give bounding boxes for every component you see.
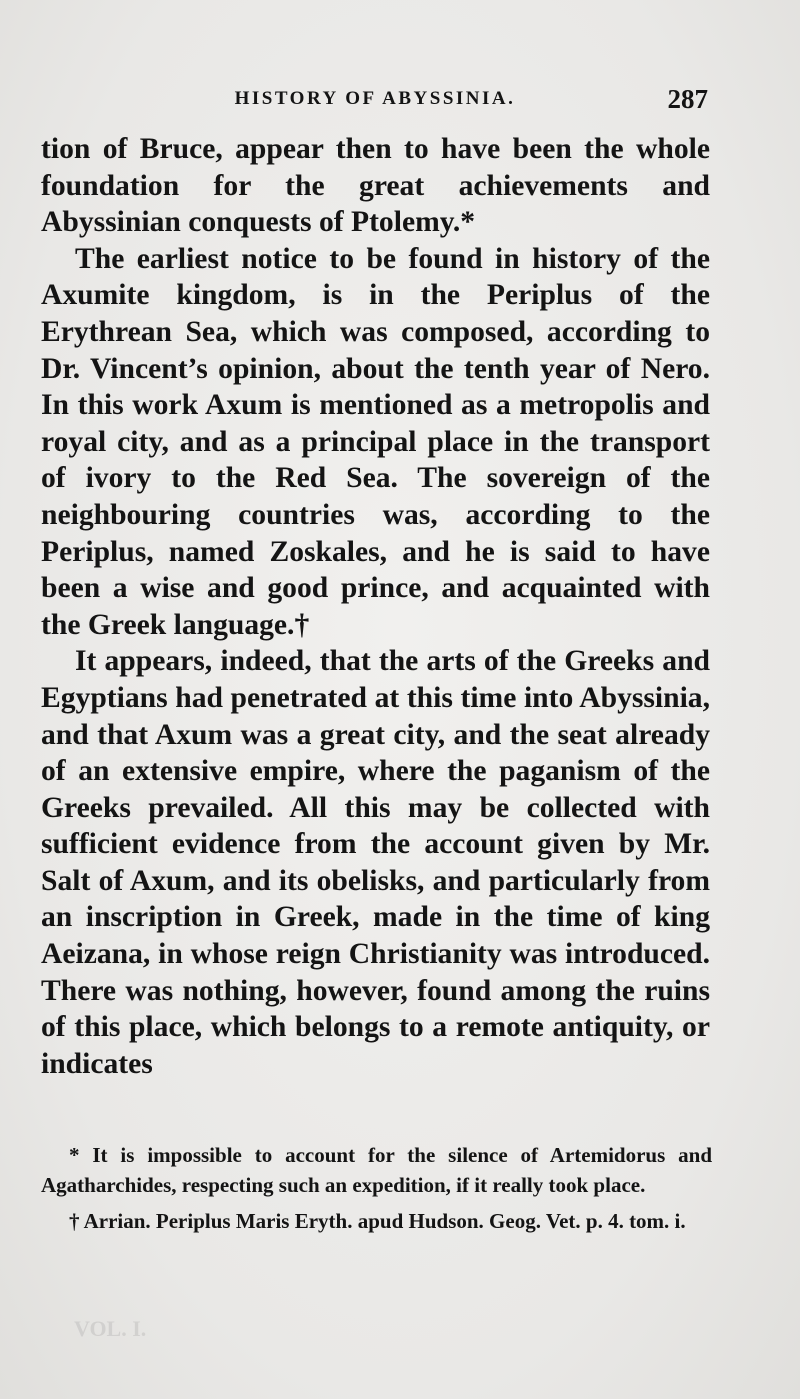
footnotes — [41, 1141, 712, 1237]
body-text — [41, 131, 710, 1082]
page-header — [40, 84, 710, 118]
footnote-asterisk: * It is impossible to account for the silence of Artemidorus and Agatharchides, respecting such an expedition, if it really took place. — [41, 1143, 712, 1197]
page-number: 287 — [667, 84, 708, 114]
paragraph-periplus: The earliest notice to be found in history of the Axumite kingdom, is in the Periplus of the Erythrean Sea, which was composed, according to Dr. Vincent’s opinion, about the tenth year of Nero. In this work Axum is mentioned as a metropolis and royal city, and as a principal place in the transport of ivory to the Red Sea. The sovereign of the neighbouring countries was, according to the Periplus, named Zoskales, and he is said to have been a wise and good prince, and acquainted with the Greek language.† — [41, 242, 710, 641]
paragraph-axum: It appears, indeed, that the arts of the Greeks and Egyptians had penetrated at this time into Abyssinia, and that Axum was a great city, and the seat already of an extensive empire, where the paganism of the Greeks prevailed. All this may be collected with sufficient evidence from the account given by Mr. Salt of Axum, and its obelisks, and particularly from an inscription in Greek, made in the time of king Aeizana, in whose reign Christianity was introduced. There was nothing, however, found among the ruins of this place, which belongs to a remote antiquity, or indicates — [41, 645, 710, 1080]
footnote-dagger: † Arrian. Periplus Maris Eryth. apud Hudson. Geog. Vet. p. 4. tom. i. — [69, 1209, 686, 1233]
signature-mark: VOL. I. — [74, 1316, 147, 1341]
paragraph-continuation: tion of Bruce, appear then to have been the whole foundation for the great achievements and Abyssinian conquests of Ptolemy.* — [41, 133, 710, 239]
running-title: HISTORY OF ABYSSINIA. — [234, 88, 516, 109]
